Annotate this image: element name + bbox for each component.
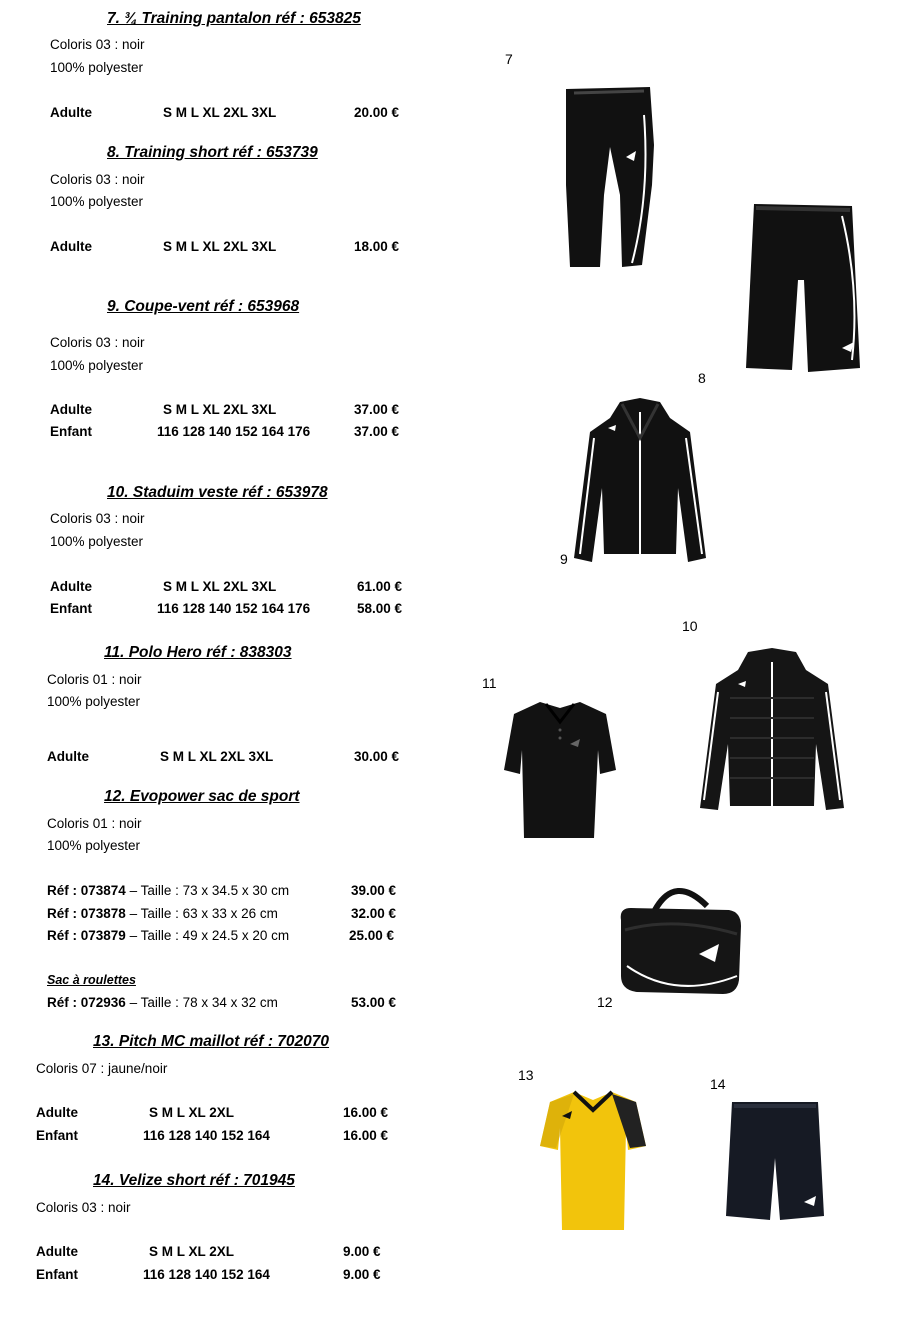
polo-image [502,700,617,840]
product-12-ref-row [47,906,278,921]
product-14-row-adult-sizes: S M L XL 2XL [149,1244,235,1259]
product-13-row-child-price: 16.00 € [343,1128,389,1143]
product-14-title: 14. Velize short réf : 701945 [93,1172,295,1189]
image-label-11: 11 [482,675,497,691]
product-8-material: 100% polyester [50,194,144,209]
product-9-row-child-sizes: 116 128 140 152 164 176 [157,424,311,439]
product-12-title: 12. Evopower sac de sport [104,788,300,805]
product-8-title: 8. Training short réf : 653739 [107,144,318,161]
product-10-title: 10. Staduim veste réf : 653978 [107,484,328,501]
ref-code: Réf : 073878 [47,906,126,921]
sports-bag-image [615,880,745,998]
product-9-material: 100% polyester [50,358,144,373]
ref-detail: – Taille : 63 x 33 x 26 cm [125,906,278,921]
product-11-title: 11. Polo Hero réf : 838303 [104,644,292,661]
product-13-row-child-group: Enfant [36,1128,78,1143]
ref-code: Réf : 073879 [47,928,126,943]
product-14-row-child-sizes: 116 128 140 152 164 [143,1267,270,1282]
image-label-12: 12 [597,994,613,1010]
ref-detail: – Taille : 73 x 34.5 x 30 cm [125,883,290,898]
product-9-row-adult-sizes: S M L XL 2XL 3XL [163,402,277,417]
product-9-row-adult-group: Adulte [50,402,92,417]
product-10-color: Coloris 03 : noir [50,511,145,526]
product-9-title: 9. Coupe-vent réf : 653968 [107,298,300,315]
product-10-material: 100% polyester [50,534,144,549]
product-10-row-adult-price: 61.00 € [357,579,403,594]
product-11-material: 100% polyester [47,694,141,709]
product-12-ref-price: 39.00 € [351,883,397,898]
product-12-roller-price: 53.00 € [351,995,397,1010]
product-7-row-price: 20.00 € [354,105,400,120]
product-11-color: Coloris 01 : noir [47,672,142,687]
product-7-row-group: Adulte [50,105,92,120]
product-12-ref-row [47,883,289,898]
image-label-9: 9 [560,551,568,567]
image-label-8: 8 [698,370,706,386]
product-13-row-adult-price: 16.00 € [343,1105,389,1120]
product-8-color: Coloris 03 : noir [50,172,145,187]
product-13-row-child-sizes: 116 128 140 152 164 [143,1128,270,1143]
product-9-row-child-price: 37.00 € [354,424,400,439]
product-10-row-child-group: Enfant [50,601,92,616]
jersey-image [538,1090,648,1232]
product-10-row-adult-group: Adulte [50,579,92,594]
product-7-color: Coloris 03 : noir [50,37,145,52]
training-pants-image [560,85,660,270]
product-10-row-adult-sizes: S M L XL 2XL 3XL [163,579,277,594]
product-14-row-child-group: Enfant [36,1267,78,1282]
ref-detail: – Taille : 78 x 34 x 32 cm [125,995,278,1010]
image-label-10: 10 [682,618,698,634]
product-8-row-sizes: S M L XL 2XL 3XL [163,239,277,254]
image-label-7: 7 [505,51,513,67]
product-13-row-adult-group: Adulte [36,1105,78,1120]
product-12-ref-price: 25.00 € [349,928,395,943]
image-label-14: 14 [710,1076,726,1092]
product-12-ref-row [47,928,289,943]
product-7-row-sizes: S M L XL 2XL 3XL [163,105,277,120]
ref-code: Réf : 072936 [47,995,126,1010]
product-12-roller-row [47,995,278,1010]
product-8-row-group: Adulte [50,239,92,254]
product-10-row-child-sizes: 116 128 140 152 164 176 [157,601,311,616]
product-9-row-adult-price: 37.00 € [354,402,400,417]
training-short-image [744,200,862,375]
product-7-material: 100% polyester [50,60,144,75]
product-7-title: 7. ¾ Training pantalon réf : 653825 [107,10,361,27]
product-11-row-price: 30.00 € [354,749,400,764]
product-14-row-adult-price: 9.00 € [343,1244,381,1259]
product-13-row-adult-sizes: S M L XL 2XL [149,1105,235,1120]
stadium-jacket-image [698,648,846,813]
product-13-title: 13. Pitch MC maillot réf : 702070 [93,1033,330,1050]
product-14-color: Coloris 03 : noir [36,1200,131,1215]
product-11-row-sizes: S M L XL 2XL 3XL [160,749,274,764]
product-12-ref-price: 32.00 € [351,906,397,921]
product-9-color: Coloris 03 : noir [50,335,145,350]
product-10-row-child-price: 58.00 € [357,601,403,616]
product-12-material: 100% polyester [47,838,141,853]
product-13-color: Coloris 07 : jaune/noir [36,1061,168,1076]
product-14-row-adult-group: Adulte [36,1244,78,1259]
product-12-color: Coloris 01 : noir [47,816,142,831]
ref-detail: – Taille : 49 x 24.5 x 20 cm [125,928,290,943]
product-11-row-group: Adulte [47,749,89,764]
windbreaker-image [570,398,710,566]
ref-code: Réf : 073874 [47,883,126,898]
image-label-13: 13 [518,1067,534,1083]
product-8-row-price: 18.00 € [354,239,400,254]
product-14-row-child-price: 9.00 € [343,1267,381,1282]
product-12-subheading: Sac à roulettes [47,973,136,987]
short-image [724,1098,826,1224]
product-9-row-child-group: Enfant [50,424,92,439]
